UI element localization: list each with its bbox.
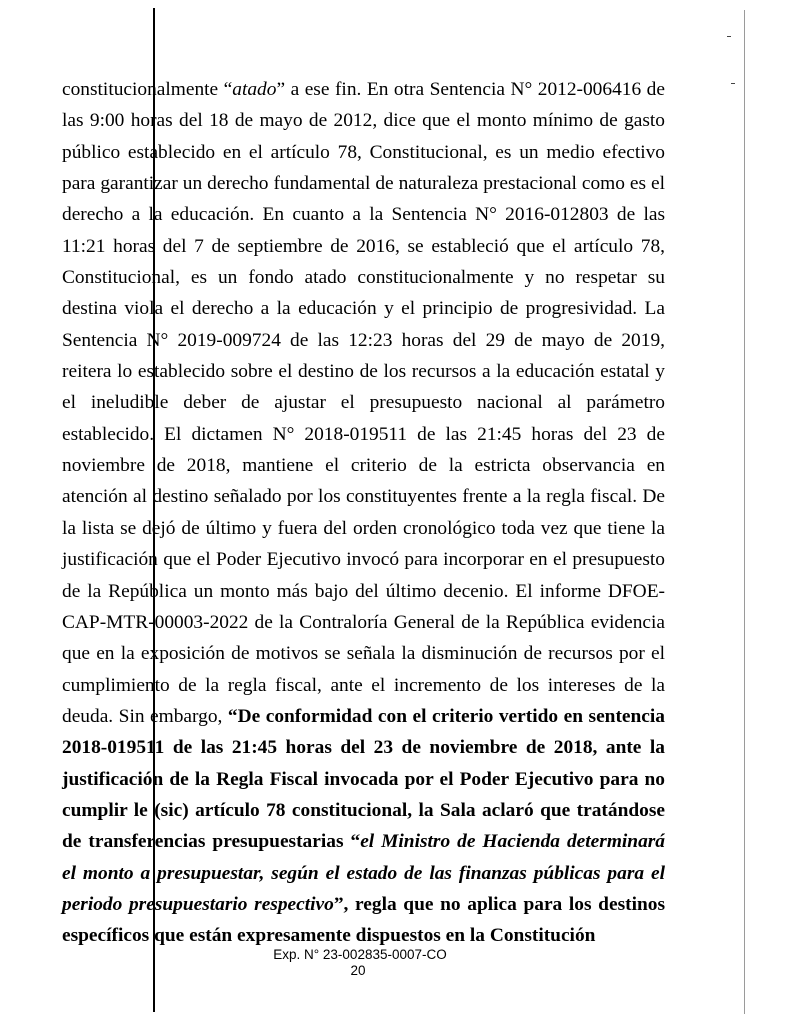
scan-mark xyxy=(731,83,735,84)
case-number: Exp. N° 23-002835-0007-CO xyxy=(273,947,447,962)
page-number: 20 xyxy=(350,963,366,978)
quoted-text-bold-italic: el Ministro de Hacienda determinará el monto a presupuestar, según el estado de las finanzas públicas para el periodo presupuestario respectivo xyxy=(62,831,666,915)
quoted-text-bold: ”, regla que no aplica para los destinos específicos que están expresamente dispuestos en la Constitución xyxy=(62,893,665,947)
scan-mark xyxy=(727,36,731,37)
text-run: ” a ese fin. En otra Sentencia N° 2012-006416 de las 9:00 horas del 18 de mayo de 2012, dice que el monto mínimo de gasto público establecido en el artículo 78, Constitucional, es un medio efectivo para garantizar un derecho fundamental de naturaleza prestacional como es el derecho a la educación. En cuanto a la Sentencia N° 2016-012803 de las 11:21 horas del 7 de septiembre de 2016, se estableció que el artículo 78, Constitucional, es un fondo atado constitucionalmente y no respetar su destina viola el derecho a la educación y el principio de progresividad. La Sentencia N° 2019-009724 de las 12:23 horas del 29 de mayo de 2019, reitera lo establecido sobre el destino de los recursos a la educación estatal y el ineludible deber de ajustar el presupuesto nacional al parámetro establecido. El dictamen N° 2018-019511 de las 21:45 horas del 23 de noviembre de 2018, mantiene el criterio de la estricta observancia en atención al destino señalado por los constituyentes frente a la regla fiscal. De la lista se dejó de último y fuera del orden cronológico toda vez que tiene la justificación que el Poder Ejecutivo invocó para incorporar en el presupuesto de la República un monto más bajo del último decenio. El informe DFOE-CAP-MTR-00003-2022 de la Contraloría General de la República evidencia que en la exposición de motivos se señala la disminución de recursos por el cumplimiento de la regla fiscal, ante el incremento de los intereses de la deuda. Sin embargo, xyxy=(62,79,665,727)
quoted-text-bold: “De conformidad con el criterio vertido en sentencia 2018-019511 de las 21:45 horas del 23 de noviembre de 2018, ante la justificación de la Regla Fiscal invocada por el Poder Ejecutivo para no cumplir le (sic) artículo 78 constitucional, la Sala aclaró que tratándose de transferencias presupuestarias “ xyxy=(62,705,665,853)
margin-line xyxy=(744,10,745,1014)
text-run-italic: atado xyxy=(232,79,277,100)
body-paragraph xyxy=(62,74,665,952)
text-run: constitucionalmente “ xyxy=(62,79,233,100)
